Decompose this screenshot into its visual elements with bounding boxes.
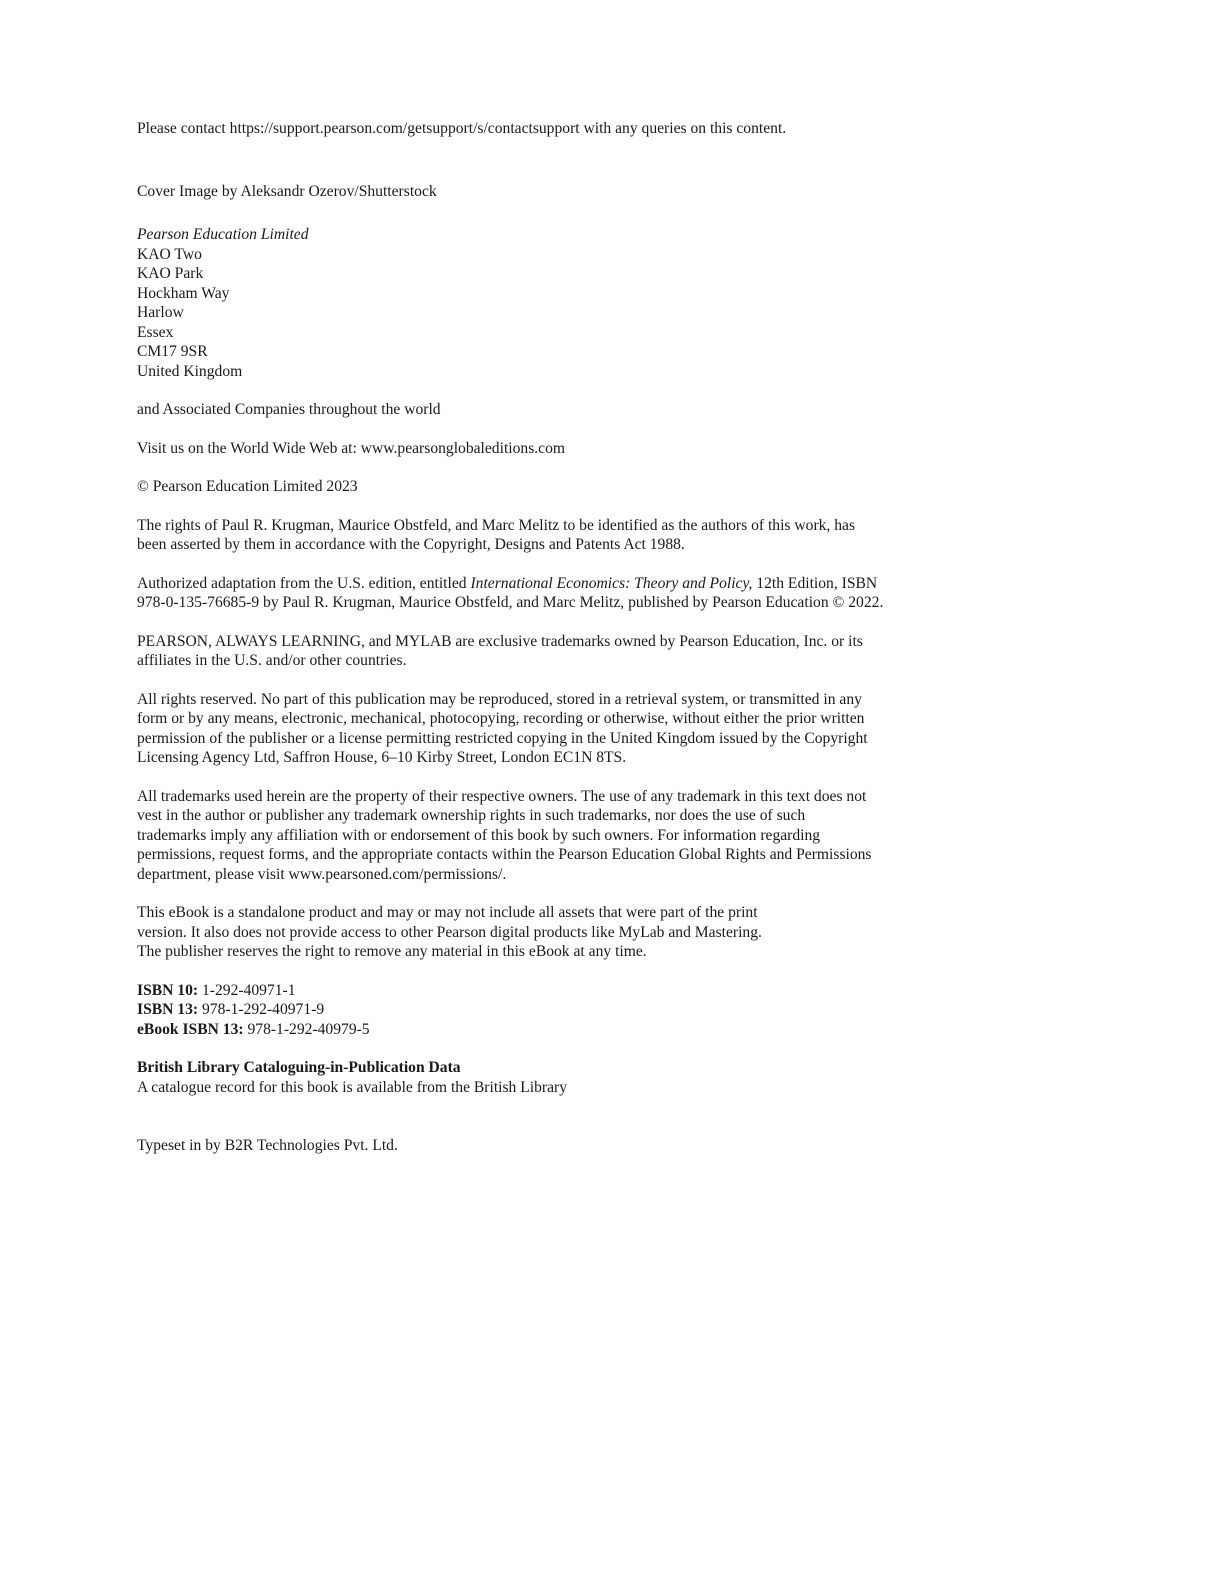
isbn-label: ISBN 13: — [137, 1001, 199, 1018]
address-line: KAO Park — [137, 265, 204, 282]
isbn-13 — [137, 1000, 1007, 1020]
publisher-name: Pearson Education Limited — [137, 226, 309, 243]
cip-data — [137, 1058, 1007, 1097]
author-rights — [137, 516, 1007, 555]
cover-image-credit: Cover Image by Aleksandr Ozerov/Shutterstock — [137, 182, 437, 200]
isbn-value: 1-292-40971-1 — [198, 981, 296, 999]
text-line: Licensing Agency Ltd, Saffron House, 6–10 Kirby Street, London EC1N 8TS. — [137, 749, 627, 766]
copyright-page — [137, 119, 1007, 1156]
address-line: Harlow — [137, 304, 184, 321]
text-line: version. It also does not provide access to other Pearson digital products like MyLab and Mastering. — [137, 923, 762, 941]
adaptation-post: 12th Edition, ISBN — [752, 574, 878, 592]
text-line: form or by any means, electronic, mechanical, photocopying, recording or otherwise, without either the prior written — [137, 710, 865, 727]
book-title: International Economics: Theory and Policy, — [470, 574, 753, 592]
text-line: 978-0-135-76685-9 by Paul R. Krugman, Maurice Obstfeld, and Marc Melitz, published by Pearson Education © 2022. — [137, 594, 884, 611]
typeset-line: Typeset in by B2R Technologies Pvt. Ltd. — [137, 1137, 398, 1154]
text-line: affiliates in the U.S. and/or other countries. — [137, 652, 407, 669]
text-line: trademarks imply any affiliation with or endorsement of this book by such owners. For information regarding — [137, 826, 821, 844]
trademark-notice — [137, 632, 1007, 671]
adaptation-notice — [137, 574, 1007, 613]
trademarks-used — [137, 787, 1007, 885]
isbn-label: eBook ISBN 13: — [137, 1020, 244, 1038]
publisher-address — [137, 225, 1007, 381]
text-line: been asserted by them in accordance with the Copyright, Designs and Patents Act 1988. — [137, 536, 685, 553]
text-line: The rights of Paul R. Krugman, Maurice Obstfeld, and Marc Melitz to be identified as the authors of this work, has — [137, 516, 856, 534]
text-line: vest in the author or publisher any trademark ownership rights in such trademarks, nor does the use of such — [137, 807, 806, 824]
isbn-value: 978-1-292-40971-9 — [198, 1001, 325, 1018]
text-line: All rights reserved. No part of this publication may be reproduced, stored in a retrieval system, or transmitted in any — [137, 690, 862, 708]
address-line: Essex — [137, 323, 174, 341]
text-line: This eBook is a standalone product and may or may not include all assets that were part of the print — [137, 904, 758, 921]
text-line: PEARSON, ALWAYS LEARNING, and MYLAB are exclusive trademarks owned by Pearson Education, Inc. or its — [137, 632, 863, 650]
text-line: permissions, request forms, and the appropriate contacts within the Pearson Education Global Rights and Permissions — [137, 846, 872, 863]
copyright-line: © Pearson Education Limited 2023 — [137, 478, 358, 495]
text-line: permission of the publisher or a license permitting restricted copying in the United Kingdom issued by the Copyright — [137, 729, 868, 747]
associated-companies: and Associated Companies throughout the world — [137, 401, 441, 418]
isbn-10 — [137, 981, 1007, 1001]
cip-heading: British Library Cataloguing-in-Publication Data — [137, 1059, 461, 1076]
isbn-value: 978-1-292-40979-5 — [243, 1020, 370, 1038]
isbn-label: ISBN 10: — [137, 981, 199, 999]
cip-text: A catalogue record for this book is available from the British Library — [137, 1078, 568, 1096]
address-line: CM17 9SR — [137, 343, 208, 360]
address-line: KAO Two — [137, 245, 202, 263]
isbn-list — [137, 981, 1007, 1040]
text-line: department, please visit www.pearsoned.com/permissions/. — [137, 865, 507, 883]
text-line — [137, 574, 1007, 594]
ebook-isbn-13 — [137, 1020, 1007, 1040]
adaptation-pre: Authorized adaptation from the U.S. edition, entitled — [137, 574, 471, 592]
website-line: Visit us on the World Wide Web at: www.pearsonglobaleditions.com — [137, 439, 566, 457]
address-line: United Kingdom — [137, 362, 243, 380]
text-line: All trademarks used herein are the property of their respective owners. The use of any trademark in this text does not — [137, 787, 867, 805]
all-rights-reserved — [137, 690, 1007, 768]
ebook-notice — [137, 903, 1007, 962]
contact-line: Please contact https://support.pearson.com/getsupport/s/contactsupport with any queries on this content. — [137, 120, 787, 137]
address-line: Hockham Way — [137, 284, 230, 302]
text-line: The publisher reserves the right to remove any material in this eBook at any time. — [137, 943, 647, 960]
